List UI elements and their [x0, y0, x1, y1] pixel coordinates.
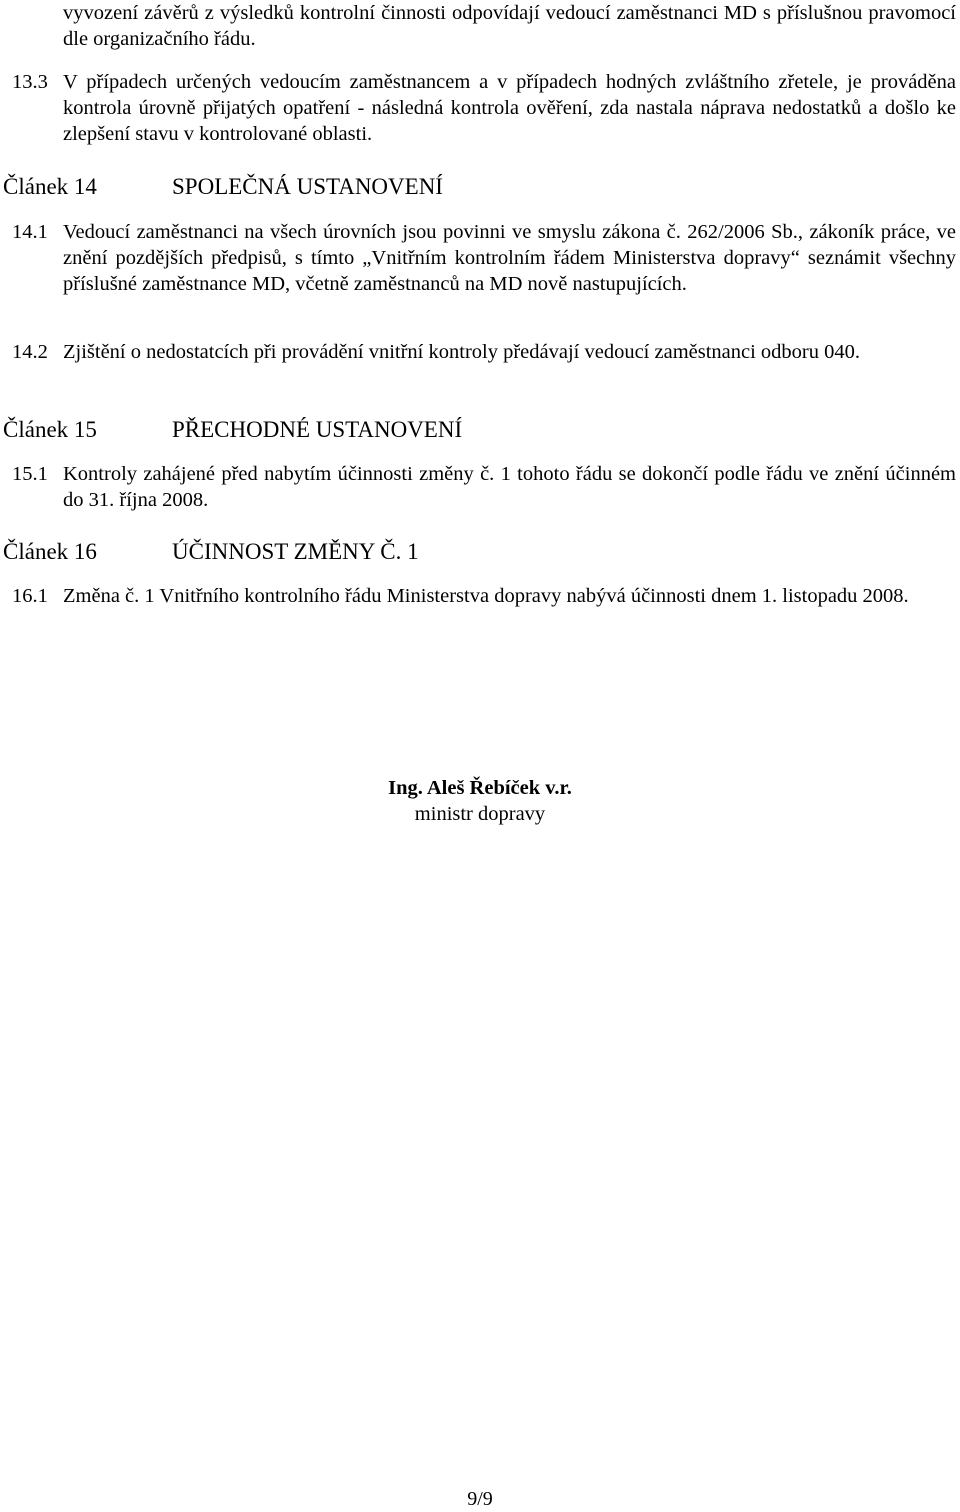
paragraph-text: Zjištění o nedostatcích při provádění vnitřní kontroly předávají vedoucí zaměstnanci odboru 040.	[63, 341, 861, 363]
paragraph-text: V případech určených vedoucím zaměstnancem a v případech hodných zvláštního zřetele, je prováděna kontrola úrovně přijatých opatření - následná kontrola ověření, zda nastala náprava nedostatků a došlo ke zlepšení stavu v kontrolované oblasti.	[63, 71, 956, 145]
article-label: Článek 16	[3, 539, 97, 564]
page-number: 9/9	[467, 1488, 493, 1510]
paragraph-number: 16.1	[12, 585, 48, 607]
paragraph-14-2	[0, 339, 960, 365]
paragraph-number: 13.3	[12, 71, 48, 93]
paragraph-15-1	[0, 461, 960, 513]
article-title: ÚČINNOST ZMĚNY Č. 1	[172, 539, 419, 564]
paragraph-14-1	[0, 219, 960, 297]
article-label: Článek 14	[3, 174, 97, 199]
paragraph-16-1	[0, 583, 960, 609]
article-title: PŘECHODNÉ USTANOVENÍ	[172, 417, 463, 442]
paragraph-text: vyvození závěrů z výsledků kontrolní činnosti odpovídají vedoucí zaměstnanci MD s příslušnou pravomocí dle organizačního řádu.	[63, 2, 956, 50]
article-title: SPOLEČNÁ USTANOVENÍ	[172, 174, 443, 199]
signatory-name: Ing. Aleš Řebíček v.r.	[388, 777, 572, 799]
paragraph-text: Kontroly zahájené před nabytím účinnosti změny č. 1 tohoto řádu se dokončí podle řádu ve znění účinném do 31. října 2008.	[63, 463, 956, 511]
paragraph-text: Změna č. 1 Vnitřního kontrolního řádu Ministerstva dopravy nabývá účinnosti dnem 1. listopadu 2008.	[63, 585, 909, 607]
paragraph-13-2-continuation	[0, 0, 960, 52]
signatory-role: ministr dopravy	[414, 803, 546, 825]
article-label: Článek 15	[3, 417, 97, 442]
paragraph-number: 14.1	[12, 221, 48, 243]
paragraph-number: 14.2	[12, 341, 48, 363]
signature-block	[0, 775, 960, 827]
paragraph-number: 15.1	[12, 463, 48, 485]
paragraph-text: Vedoucí zaměstnanci na všech úrovních jsou povinni ve smyslu zákona č. 262/2006 Sb., zákoník práce, ve znění pozdějších předpisů, s tímto „Vnitřním kontrolním řádem Ministerstva dopravy“ seznámit všechny příslušné zaměstnance MD, včetně zaměstnanců na MD nově nastupujících.	[63, 221, 956, 295]
paragraph-13-3	[0, 69, 960, 147]
